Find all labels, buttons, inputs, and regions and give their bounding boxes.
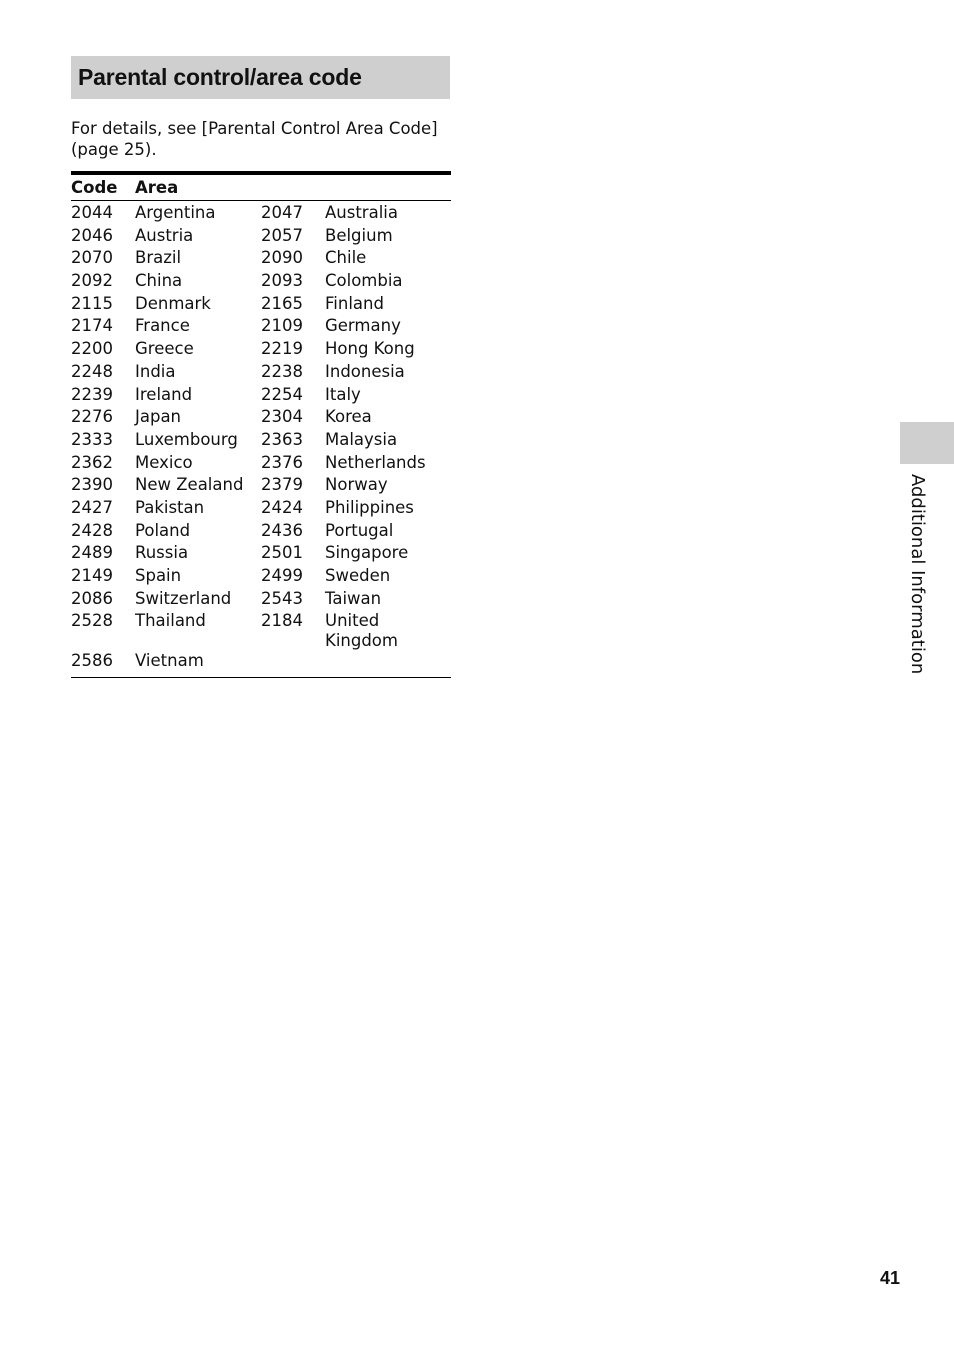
- table-row: [71, 498, 451, 521]
- section-title: Parental control/area code: [78, 64, 362, 90]
- table-cell-area: Denmark: [135, 293, 211, 313]
- page-number: 41: [879, 1268, 900, 1288]
- table-cell-code: 2436: [261, 520, 303, 540]
- table-row: [71, 651, 451, 677]
- header-code: Code: [71, 173, 135, 201]
- table-cell-code: 2424: [261, 497, 303, 517]
- table-cell-area: Indonesia: [325, 361, 405, 381]
- table-cell-area: Russia: [135, 543, 189, 563]
- table-cell-area: Norway: [325, 475, 388, 495]
- table-cell-area: Mexico: [135, 452, 193, 472]
- table-cell-code: 2174: [71, 316, 113, 336]
- area-code-table: [71, 171, 451, 678]
- table-cell-area: France: [135, 316, 190, 336]
- table-row: [71, 385, 451, 408]
- table-body: [71, 201, 451, 678]
- table-cell-area: Italy: [325, 384, 361, 404]
- table-cell-code: 2489: [71, 543, 113, 563]
- table-cell-area: Poland: [135, 520, 191, 540]
- table-cell-code: 2044: [71, 203, 113, 222]
- table-cell-area: Spain: [135, 566, 182, 585]
- side-tab-marker: [900, 422, 954, 464]
- table-cell-area: Japan: [135, 407, 182, 427]
- table-cell-code: 2543: [261, 588, 303, 608]
- table-cell-area: China: [135, 271, 183, 291]
- table-cell-area: Luxembourg: [135, 429, 238, 449]
- table-cell-area: Ireland: [135, 384, 193, 404]
- table-cell-area: [325, 651, 451, 677]
- table-cell-area: Pakistan: [135, 497, 205, 517]
- table-cell-area: Argentina: [135, 203, 216, 222]
- table-cell-area: Chile: [325, 248, 367, 268]
- header-area: Area: [135, 173, 451, 201]
- table-cell-code: 2046: [71, 225, 113, 245]
- table-cell-code: 2090: [261, 248, 303, 268]
- table-cell-code: 2057: [261, 225, 303, 245]
- table-cell-area: Vietnam: [135, 651, 204, 671]
- table-cell-code: 2165: [261, 293, 303, 313]
- table-row: [71, 407, 451, 430]
- table-cell-code: 2586: [71, 651, 113, 671]
- table-cell-area: United Kingdom: [325, 611, 398, 651]
- table-header-row: [71, 173, 451, 201]
- table-cell-code: 2092: [71, 271, 113, 291]
- table-cell-code: 2254: [261, 384, 303, 404]
- table-cell-area: Thailand: [135, 611, 206, 631]
- table-cell-code: 2501: [261, 543, 303, 563]
- table-row: [71, 430, 451, 453]
- table-cell-code: 2427: [71, 497, 113, 517]
- table-row: [71, 248, 451, 271]
- table-cell-code: 2239: [71, 384, 113, 404]
- table-cell-area: Germany: [325, 316, 401, 336]
- table-cell-area: New Zealand: [135, 475, 244, 495]
- table-cell-code: [261, 651, 325, 677]
- table-cell-code: 2528: [71, 611, 113, 631]
- table-row: [71, 453, 451, 476]
- table-cell-area: Austria: [135, 225, 194, 245]
- table-cell-area: Australia: [325, 203, 398, 222]
- table-cell-code: 2304: [261, 407, 303, 427]
- table-cell-code: 2390: [71, 475, 113, 495]
- table-cell-code: 2184: [261, 611, 303, 631]
- table-cell-code: 2363: [261, 429, 303, 449]
- table-row: [71, 271, 451, 294]
- table-cell-code: 2093: [261, 271, 303, 291]
- table-cell-code: 2149: [71, 566, 113, 585]
- table-cell-code: 2333: [71, 429, 113, 449]
- table-cell-code: 2115: [71, 293, 113, 313]
- table-cell-code: 2276: [71, 407, 113, 427]
- table-cell-area: Brazil: [135, 248, 182, 268]
- table-row: [71, 566, 451, 589]
- table-cell-area: Portugal: [325, 520, 394, 540]
- table-cell-area: Philippines: [325, 497, 414, 517]
- section-header: [71, 56, 450, 99]
- table-cell-code: 2376: [261, 452, 303, 472]
- table-row: [71, 543, 451, 566]
- table-cell-area: Korea: [325, 407, 372, 427]
- table-cell-code: 2086: [71, 588, 113, 608]
- table-cell-area: Finland: [325, 293, 384, 313]
- table-cell-code: 2379: [261, 475, 303, 495]
- table-cell-area: Netherlands: [325, 452, 426, 472]
- table-row: [71, 475, 451, 498]
- table-row: [71, 339, 451, 362]
- table-cell-area: Colombia: [325, 271, 403, 291]
- table-cell-code: 2362: [71, 452, 113, 472]
- table-cell-code: 2200: [71, 339, 113, 359]
- table-cell-code: 2047: [261, 203, 303, 222]
- table-cell-area: Greece: [135, 339, 194, 359]
- table-cell-code: 2499: [261, 566, 303, 585]
- table-cell-code: 2248: [71, 361, 113, 381]
- table-row: [71, 611, 451, 651]
- table-cell-code: 2070: [71, 248, 113, 268]
- table-cell-area: Sweden: [325, 566, 391, 585]
- table-row: [71, 521, 451, 544]
- table-row: [71, 201, 451, 226]
- table-cell-area: India: [135, 361, 176, 381]
- table-row: [71, 226, 451, 249]
- table-cell-area: Malaysia: [325, 429, 398, 449]
- table-cell-code: 2428: [71, 520, 113, 540]
- table-row: [71, 362, 451, 385]
- intro-text: For details, see [Parental Control Area Code] (page 25).: [71, 119, 438, 159]
- table-cell-area: Belgium: [325, 225, 393, 245]
- table-row: [71, 294, 451, 317]
- table-row: [71, 589, 451, 612]
- table-cell-area: Switzerland: [135, 588, 232, 608]
- table-cell-code: 2219: [261, 339, 303, 359]
- table-cell-area: Hong Kong: [325, 339, 415, 359]
- table-cell-area: Taiwan: [325, 588, 382, 608]
- side-section-label: Additional Information: [907, 474, 928, 675]
- table-row: [71, 316, 451, 339]
- table-cell-area: Singapore: [325, 543, 409, 563]
- table-cell-code: 2109: [261, 316, 303, 336]
- table-cell-code: 2238: [261, 361, 303, 381]
